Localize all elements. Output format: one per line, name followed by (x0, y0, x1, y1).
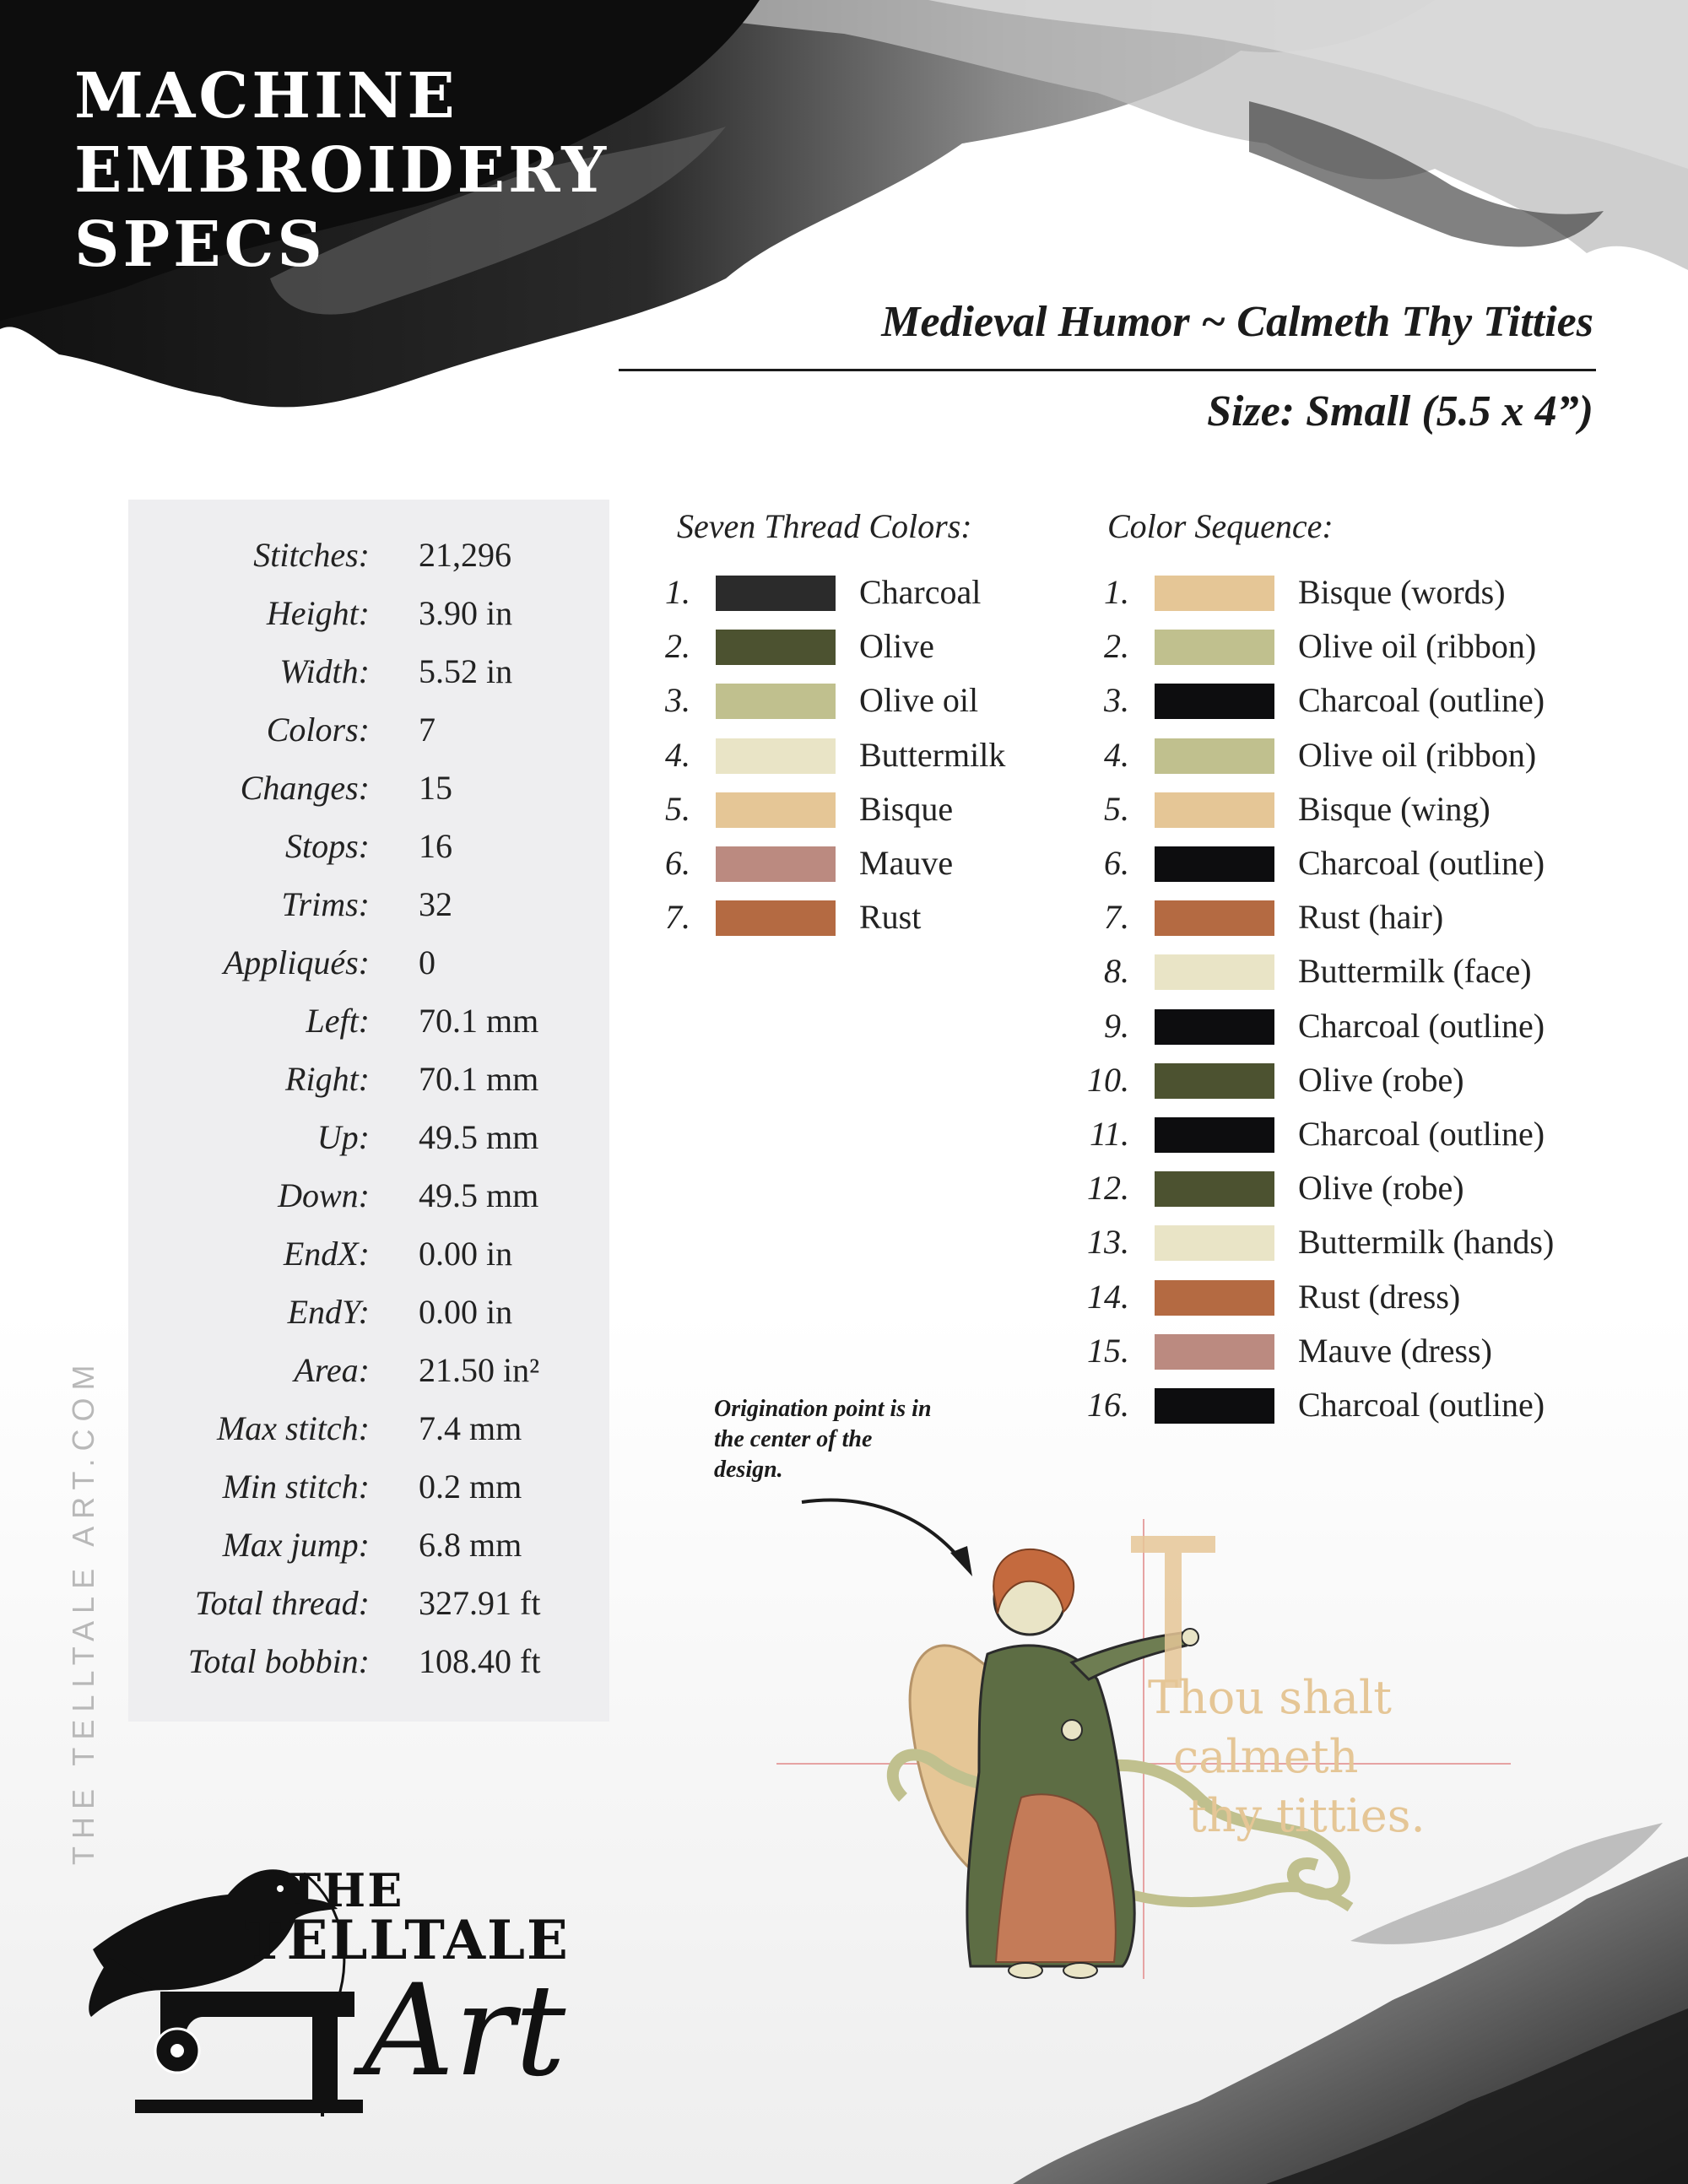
design-text-line: Thou shalt (1148, 1671, 1392, 1724)
spec-label: Width: (279, 652, 370, 690)
spec-label: Down: (278, 1176, 370, 1214)
color-row (1080, 1166, 1587, 1210)
color-swatch (1155, 1225, 1274, 1261)
spec-row (128, 996, 609, 1046)
spec-value: 32 (419, 885, 452, 923)
spec-value: 0.2 mm (419, 1468, 522, 1506)
spec-row (128, 1287, 609, 1338)
color-sequence-heading: Color Sequence: (1107, 507, 1334, 545)
spec-value: 21,296 (419, 536, 511, 574)
spec-value: 49.5 mm (419, 1118, 539, 1156)
website-vertical-text: THE TELLTALE ART.COM (66, 1357, 100, 1865)
color-name: Olive (robe) (1298, 1060, 1464, 1099)
color-name: Mauve (859, 844, 954, 882)
color-name: Olive oil (ribbon) (1298, 627, 1537, 666)
color-swatch (716, 900, 836, 936)
spec-row (128, 1462, 609, 1512)
color-row (1080, 570, 1587, 614)
spec-row (128, 1636, 609, 1687)
spec-label: Up: (316, 1118, 370, 1156)
spec-label: Total thread: (194, 1584, 370, 1622)
spec-label: Height: (266, 594, 370, 632)
spec-label: Max stitch: (216, 1409, 370, 1447)
color-swatch (1155, 954, 1274, 990)
thread-colors-heading: Seven Thread Colors: (677, 507, 972, 545)
color-swatch (1155, 738, 1274, 774)
color-swatch (1155, 684, 1274, 719)
spec-value: 5.52 in (419, 652, 513, 690)
color-row (1080, 1112, 1587, 1156)
color-name: Buttermilk (859, 735, 1006, 774)
color-swatch (1155, 1280, 1274, 1316)
color-name: Olive oil (859, 681, 979, 720)
color-swatch (1155, 630, 1274, 665)
spec-value: 16 (419, 827, 452, 865)
color-row (641, 678, 1148, 722)
color-row (641, 787, 1148, 831)
color-number: 6. (665, 844, 690, 882)
color-row (641, 624, 1148, 668)
color-number: 16. (1087, 1386, 1129, 1424)
page-title (74, 59, 609, 282)
spec-row (128, 1520, 609, 1570)
color-number: 8. (1104, 952, 1129, 991)
color-row (1080, 841, 1587, 885)
color-number: 5. (665, 789, 690, 828)
spec-label: Max jump: (222, 1526, 370, 1564)
color-number: 7. (665, 898, 690, 937)
spec-row (128, 1054, 609, 1105)
color-swatch (1155, 1388, 1274, 1424)
spec-value: 7 (419, 711, 436, 749)
color-swatch (1155, 576, 1274, 611)
color-row (1080, 1329, 1587, 1373)
spec-row (128, 821, 609, 872)
color-name: Charcoal (outline) (1298, 1115, 1545, 1153)
spec-label: Right: (285, 1060, 370, 1098)
color-number: 13. (1087, 1223, 1129, 1262)
color-number: 11. (1089, 1115, 1129, 1153)
origination-note: Origination point is in the center of the design. (714, 1396, 932, 1483)
spec-row (128, 1229, 609, 1279)
header-divider (619, 369, 1596, 371)
color-swatch (1155, 900, 1274, 936)
color-name: Bisque (859, 789, 954, 828)
color-row (1080, 1220, 1587, 1264)
color-name: Bisque (wing) (1298, 789, 1491, 828)
color-name: Charcoal (outline) (1298, 1006, 1545, 1045)
spec-row (128, 646, 609, 697)
color-row (1080, 678, 1587, 722)
spec-row (128, 938, 609, 988)
color-row (1080, 787, 1587, 831)
spec-label: Min stitch: (222, 1468, 370, 1506)
color-number: 12. (1087, 1169, 1129, 1208)
color-name: Olive (robe) (1298, 1169, 1464, 1208)
spec-row (128, 1345, 609, 1396)
design-size: Size: Small (5.5 x 4”) (1207, 387, 1593, 435)
design-text-line: thy titties. (1188, 1789, 1426, 1842)
color-row (1080, 624, 1587, 668)
spec-row (128, 530, 609, 581)
color-row (641, 733, 1148, 777)
spec-value: 15 (419, 769, 452, 807)
spec-value: 70.1 mm (419, 1002, 539, 1040)
spec-label: Colors: (266, 711, 370, 749)
color-name: Rust (hair) (1298, 898, 1444, 937)
color-number: 1. (665, 573, 690, 611)
color-row (1080, 733, 1587, 777)
color-number: 1. (1104, 573, 1129, 611)
color-swatch (1155, 1009, 1274, 1045)
spec-label: Stitches: (253, 536, 370, 574)
color-swatch (716, 630, 836, 665)
color-swatch (1155, 1117, 1274, 1153)
color-swatch (716, 792, 836, 828)
color-number: 9. (1104, 1006, 1129, 1045)
spec-label: Area: (294, 1351, 370, 1389)
color-swatch (716, 576, 836, 611)
spec-row (128, 705, 609, 755)
color-swatch (716, 846, 836, 882)
spec-value: 6.8 mm (419, 1526, 522, 1564)
color-row (1080, 1383, 1587, 1427)
spec-label: Appliqués: (223, 943, 370, 981)
spec-value: 0.00 in (419, 1235, 513, 1273)
spec-value: 7.4 mm (419, 1409, 522, 1447)
color-number: 6. (1104, 844, 1129, 882)
embroidery-angel-illustration (776, 1519, 1519, 1992)
spec-row (128, 1403, 609, 1454)
color-name: Buttermilk (hands) (1298, 1223, 1555, 1262)
color-name: Mauve (dress) (1298, 1331, 1492, 1370)
spec-value: 327.91 ft (419, 1584, 541, 1622)
color-number: 5. (1104, 789, 1129, 828)
title-line: SPECS (74, 208, 326, 281)
color-swatch (716, 684, 836, 719)
color-name: Rust (dress) (1298, 1277, 1461, 1316)
spec-row (128, 1578, 609, 1629)
color-row (641, 841, 1148, 885)
spec-value: 0.00 in (419, 1293, 513, 1331)
color-swatch (716, 738, 836, 774)
spec-row (128, 763, 609, 814)
color-swatch (1155, 1171, 1274, 1207)
logo-text-the: THE (287, 1863, 404, 1917)
color-name: Charcoal (outline) (1298, 681, 1545, 720)
color-swatch (1155, 792, 1274, 828)
spec-label: Changes: (240, 769, 370, 807)
color-name: Buttermilk (face) (1298, 952, 1532, 991)
spec-label: Left: (306, 1002, 370, 1040)
color-row (1080, 949, 1587, 993)
color-name: Olive oil (ribbon) (1298, 735, 1537, 774)
spec-value: 70.1 mm (419, 1060, 539, 1098)
spec-value: 108.40 ft (419, 1642, 541, 1680)
color-number: 3. (665, 681, 690, 720)
color-number: 15. (1087, 1331, 1129, 1370)
spec-value: 3.90 in (419, 594, 513, 632)
title-line: EMBROIDERY (74, 134, 610, 207)
color-name: Charcoal (outline) (1298, 844, 1545, 882)
design-text-line: calmeth (1173, 1730, 1359, 1783)
color-row (641, 895, 1148, 939)
spec-row (128, 1170, 609, 1221)
spec-row (128, 879, 609, 930)
color-row (1080, 1004, 1587, 1048)
logo-text-art: Art (363, 1958, 566, 2105)
color-number: 4. (665, 735, 690, 774)
color-row (1080, 1275, 1587, 1319)
color-name: Charcoal (859, 573, 982, 611)
color-row (641, 570, 1148, 614)
spec-label: Stops: (285, 827, 370, 865)
spec-label: Trims: (281, 885, 370, 923)
spec-row (128, 588, 609, 639)
color-number: 10. (1087, 1060, 1129, 1099)
color-name: Bisque (words) (1298, 573, 1506, 611)
color-number: 2. (665, 627, 690, 666)
spec-row (128, 1112, 609, 1163)
spec-label: EndX: (283, 1235, 370, 1273)
spec-label: Total bobbin: (187, 1642, 370, 1680)
color-number: 2. (1104, 627, 1129, 666)
color-row (1080, 895, 1587, 939)
title-line: MACHINE (74, 60, 458, 132)
color-number: 4. (1104, 735, 1129, 774)
color-swatch (1155, 1063, 1274, 1099)
logo-text-telltale: TELLTALE (245, 1909, 570, 1972)
color-name: Olive (859, 627, 934, 666)
spec-value: 21.50 in² (419, 1351, 540, 1389)
color-number: 14. (1087, 1277, 1129, 1316)
specs-panel (128, 500, 609, 1722)
color-name: Rust (859, 898, 922, 937)
design-title: Medieval Humor ~ Calmeth Thy Titties (881, 298, 1593, 346)
color-row (1080, 1058, 1587, 1102)
spec-value: 49.5 mm (419, 1176, 539, 1214)
spec-value: 0 (419, 943, 436, 981)
color-swatch (1155, 1334, 1274, 1370)
color-number: 3. (1104, 681, 1129, 720)
color-number: 7. (1104, 898, 1129, 937)
spec-label: EndY: (287, 1293, 370, 1331)
color-name: Charcoal (outline) (1298, 1386, 1545, 1424)
color-swatch (1155, 846, 1274, 882)
brand-logo (84, 1848, 641, 2118)
